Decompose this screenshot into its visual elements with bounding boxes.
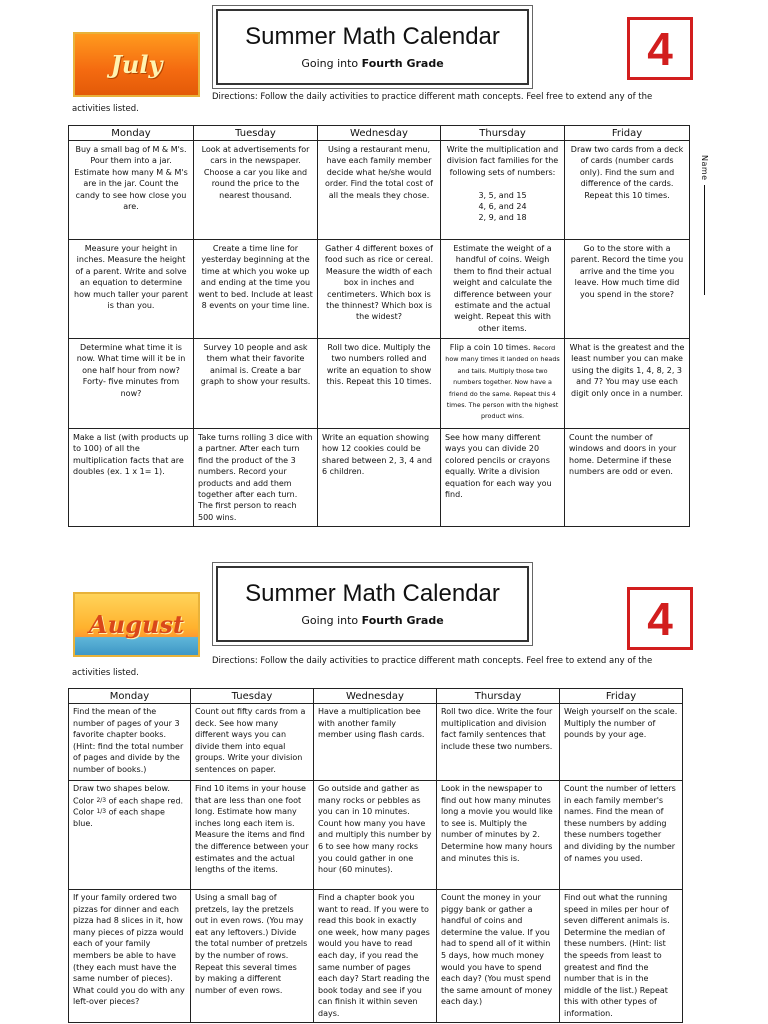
- activity-cell: Count the money in your piggy bank or gather a handful of coins and determine the value. If you had to spend all of it within 5 days, how much money would you have to spend each day? (You must spend the same amount of money each day.): [437, 890, 560, 1023]
- activity-cell: Find a chapter book you want to read. If you were to read this book in exactly one week, how many pages would you have to read each day, if you read the same number of pages each day? Start reading the book today and see if you can finish it within seven days.: [314, 890, 437, 1023]
- activity-cell: Look in the newspaper to find out how many minutes long a movie you would like to see is. Multiply the number of minutes by 2. Determine how many hours and minutes this is.: [437, 781, 560, 890]
- activity-cell: Go to the store with a parent. Record the time you arrive and the time you leave. How much time did you spend in the store?: [565, 240, 690, 339]
- activity-cell: Flip a coin 10 times. Record how many times it landed on heads and tails. Multiply those two numbers together. Now have a friend do the same. Repeat this 4 times. The person with the highest product wins.: [441, 339, 565, 429]
- table-row: [69, 890, 683, 1023]
- activity-cell: If your family ordered two pizzas for dinner and each pizza had 8 slices in it, how many pieces of pizza would each of your family members be able to have (they each must have the same number of pieces). What could you do with any left-over pieces?: [69, 890, 191, 1023]
- activity-cell: Measure your height in inches. Measure the height of a parent. Write and solve an equation to determine how much taller your parent is than you.: [69, 240, 194, 339]
- activity-cell: Have a multiplication bee with another family member using flash cards.: [314, 704, 437, 781]
- activity-cell: Draw two cards from a deck of cards (number cards only). Find the sum and difference of the cards. Repeat this 10 times.: [565, 141, 690, 240]
- page-title: Summer Math Calendar: [245, 23, 500, 50]
- activity-cell: Find 10 items in your house that are less than one foot long. Estimate how many inches long each item is. Measure the items and find the difference between your estimates and the actual lengths of the items.: [191, 781, 314, 890]
- activity-cell: Write an equation showing how 12 cookies could be shared between 2, 3, 4 and 6 children.: [318, 429, 441, 527]
- activity-cell: See how many different ways you can divide 20 colored pencils or crayons equally. Write a division equation for each way you find.: [441, 429, 565, 527]
- page-subtitle: Going into Fourth Grade: [301, 57, 444, 70]
- grade-number-badge: 4: [627, 17, 693, 80]
- activity-cell: Draw two shapes below. Color 2/3 of each shape red. Color 1/3 of each shape blue.: [69, 781, 191, 890]
- activity-cell: Determine what time it is now. What time will it be in one half hour from now? Forty- five minutes from now?: [69, 339, 194, 429]
- activity-cell: Find the mean of the number of pages of your 3 favorite chapter books. (Hint: find the total number of pages and divide by the number of books.): [69, 704, 191, 781]
- activity-cell: Count the number of windows and doors in your home. Determine if these numbers are odd or even.: [565, 429, 690, 527]
- header-wednesday: Wednesday: [318, 126, 441, 141]
- august-title-box: [216, 566, 529, 642]
- july-title-box: [216, 9, 529, 85]
- fraction-one-third: 1/3: [96, 808, 107, 816]
- name-field[interactable]: Name: [700, 155, 709, 295]
- table-row: [69, 240, 690, 339]
- activity-cell: Weigh yourself on the scale. Multiply the number of pounds by your age.: [560, 704, 683, 781]
- header-thursday: Thursday: [441, 126, 565, 141]
- page-subtitle: Going into Fourth Grade: [301, 614, 444, 627]
- activity-cell: Roll two dice. Multiply the two numbers rolled and write an equation to show this. Repeat this 10 times.: [318, 339, 441, 429]
- activity-cell: Using a restaurant menu, have each family member decide what he/she would order. Find the total cost of all the meals they chose.: [318, 141, 441, 240]
- activity-cell: Gather 4 different boxes of food such as rice or cereal. Measure the width of each box in inches and centimeters. Which box is the thinnest? Which box is the widest?: [318, 240, 441, 339]
- activity-cell: Go outside and gather as many rocks or pebbles as you can in 10 minutes. Count how many you have and multiply this number by 6 to see how many rocks you could gather in one hour (60 minutes).: [314, 781, 437, 890]
- activity-cell: Write the multiplication and division fact families for the following sets of numbers: 3, 5, and 15 4, 6, and 24 2, 9, and 18: [441, 141, 565, 240]
- table-row: [69, 141, 690, 240]
- header-row: [69, 689, 683, 704]
- header-tuesday: Tuesday: [191, 689, 314, 704]
- activity-cell: Count the number of letters in each family member's names. Find the mean of these numbers by adding these numbers together and dividing by the number of names you used.: [560, 781, 683, 890]
- july-month-badge: July: [73, 32, 200, 97]
- activity-cell: Create a time line for yesterday beginning at the time at which you woke up and ending at the time you went to bed. Include at least 8 events on your time line.: [194, 240, 318, 339]
- august-calendar-table: [68, 688, 683, 1023]
- activity-cell: Make a list (with products up to 100) of all the multiplication facts that are doubles (ex. 1 x 1= 1).: [69, 429, 194, 527]
- grade-number-badge: 4: [627, 587, 693, 650]
- august-month-badge: August: [73, 592, 200, 657]
- activity-cell: Using a small bag of pretzels, lay the pretzels out in even rows. (You may eat any leftovers.) Divide the total number of pretzels by the number of rows. Repeat this several times by making a different number of even rows.: [191, 890, 314, 1023]
- table-row: [69, 704, 683, 781]
- july-calendar-table: [68, 125, 690, 527]
- directions-text: Directions: Follow the daily activities to practice different math concepts. Feel free to extend any of the activities listed.: [72, 92, 653, 114]
- table-row: [69, 429, 690, 527]
- header-wednesday: Wednesday: [314, 689, 437, 704]
- activity-cell: Find out what the running speed in miles per hour of seven different animals is. Determine the median of these numbers. (Hint: list the speeds from least to greatest and find the number that is in the middle of the list.) Repeat this with other types of information.: [560, 890, 683, 1023]
- header-thursday: Thursday: [437, 689, 560, 704]
- activity-cell: Take turns rolling 3 dice with a partner. After each turn find the product of the 3 numbers. Record your products and add them together after each turn. The first person to reach 500 wins.: [194, 429, 318, 527]
- activity-cell: Roll two dice. Write the four multiplication and division fact family sentences that include these two numbers.: [437, 704, 560, 781]
- activity-cell: What is the greatest and the least number you can make using the digits 1, 4, 8, 2, 3 and 7? You may use each digit only once in a number.: [565, 339, 690, 429]
- activity-cell: Buy a small bag of M & M's. Pour them into a jar. Estimate how many M & M's are in the jar. Count the candy to see how close you are.: [69, 141, 194, 240]
- activity-cell: Look at advertisements for cars in the newspaper. Choose a car you like and round the price to the nearest thousand.: [194, 141, 318, 240]
- header-monday: Monday: [69, 689, 191, 704]
- activity-cell: Count out fifty cards from a deck. See how many different ways you can divide them into equal groups. Write your division sentences on paper.: [191, 704, 314, 781]
- header-monday: Monday: [69, 126, 194, 141]
- activity-cell: Survey 10 people and ask them what their favorite animal is. Create a bar graph to show your results.: [194, 339, 318, 429]
- activity-cell: Estimate the weight of a handful of coins. Weigh them to find their actual weight and calculate the difference between your estimate and the actual weight. Repeat this with other items.: [441, 240, 565, 339]
- page-title: Summer Math Calendar: [245, 580, 500, 607]
- header-row: [69, 126, 690, 141]
- header-friday: Friday: [560, 689, 683, 704]
- table-row: [69, 339, 690, 429]
- directions-text: Directions: Follow the daily activities to practice different math concepts. Feel free to extend any of the activities listed.: [72, 656, 653, 678]
- fraction-two-thirds: 2/3: [96, 796, 107, 804]
- header-friday: Friday: [565, 126, 690, 141]
- table-row: [69, 781, 683, 890]
- header-tuesday: Tuesday: [194, 126, 318, 141]
